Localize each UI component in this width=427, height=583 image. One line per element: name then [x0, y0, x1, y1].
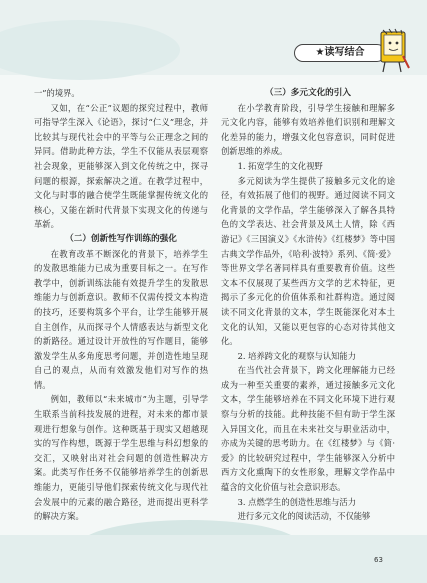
- section-badge: ★读写结合: [294, 44, 386, 62]
- body-paragraph: 又如，在“公正”议题的探究过程中，教师可指导学生深入《论语》，探讨“仁义”理念，并比较其与现代社会中的平等与公正理念之间的异同。借助此种方法，学生不仅能从表层观察社会现象，更能够深入到文化传统之中，探寻问题的根源，探索解决之道。在教学过程中，文化与时事的融合使学生既能掌握传统文化的核心，又能在新时代背景下实现文化的传递与革新。: [34, 102, 208, 230]
- body-paragraph: 在小学教育阶段，引导学生接触和理解多元文化内容，能够有效培养他们识别和理解文化差异的能力，增强文化包容意识，同时促进创新思维的养成。: [221, 102, 395, 157]
- body-paragraph: 一”的境界。: [34, 88, 80, 98]
- section-heading: （二）创新性写作训练的强化: [65, 233, 177, 244]
- body-paragraph: 在教育改革不断深化的背景下，培养学生的发散思维能力已成为重要目标之一。在写作教学中，创新训练法能有效提升学生的发散思维能力与创新意识。教师不仅需传授文本构造的技巧，还要构筑多个平台，让学生能够开展自主创作，从而探寻个人情感表达与新型文化的新路径。通过设计开放性的写作题目，能够激发学生从多角度思考问题，并创造性地呈现自己的观点，从而有效激发他们对写作的热情。: [34, 248, 208, 390]
- section-heading: （三）多元文化的引入: [265, 88, 351, 98]
- page-number: 63: [374, 556, 383, 564]
- mascot-illustration-icon: [375, 26, 413, 76]
- left-column: [34, 86, 208, 524]
- body-paragraph: 多元阅读为学生提供了接触多元文化的途径，有效拓展了他们的视野。通过阅读不同文化背景的文学作品，学生能够深入了解各具特色的文学表达、社会背景及风土人情，除《西游记》《三国演义》《水浒传》《红楼梦》等中国古典文学作品外，《哈利·波特》系列、《简·爱》等世界文学名著同样具有重要教育价值。这些文本不仅展现了某些西方文学的艺术特征，更揭示了多元化的价值体系和社群构造。通过阅读不同文化背景的文本，学生既能深化对本土文化的认知，又能以更包容的心态对待其他文化。: [221, 175, 395, 347]
- subsection-heading: 2. 培养跨文化的观察与认知能力: [237, 350, 357, 361]
- subsection-heading: 3. 点燃学生的创造性思维与活力: [237, 496, 357, 507]
- body-paragraph: 例如，教师以“未来城市”为主题，引导学生联系当前科技发展的进程，对未来的都市景观进行想象与创作。这种既基于现实又超越现实的写作构想，既源于学生思维与科幻想象的交汇，又映射出对社会问题的创造性解决方案。此类写作任务不仅能够培养学生的创新思维能力，更能引导他们探索传统文化与现代社会发展中的元素的融合路径，进而提出更科学的解决方案。: [34, 394, 208, 522]
- right-column: [221, 86, 395, 524]
- bottom-background-band: [0, 535, 427, 583]
- body-paragraph: 在当代社会背景下，跨文化理解能力已经成为一种至关重要的素养，通过接触多元文化文本，学生能够培养在不同文化环境下进行观察与分析的技能。此种技能不但有助于学生深入异国文化，而且在未来社交与职业活动中，亦成为关键的思考助力。在《红楼梦》与《简·爱》的比较研究过程中，学生能够深入分析中西方文化熏陶下的女性形象，理解文学作品中蕴含的文化价值与社会意识形态。: [221, 365, 395, 493]
- subsection-heading: 1. 拓宽学生的文化视野: [237, 160, 323, 171]
- body-paragraph: 进行多元文化的阅读活动，不仅能够: [237, 511, 371, 522]
